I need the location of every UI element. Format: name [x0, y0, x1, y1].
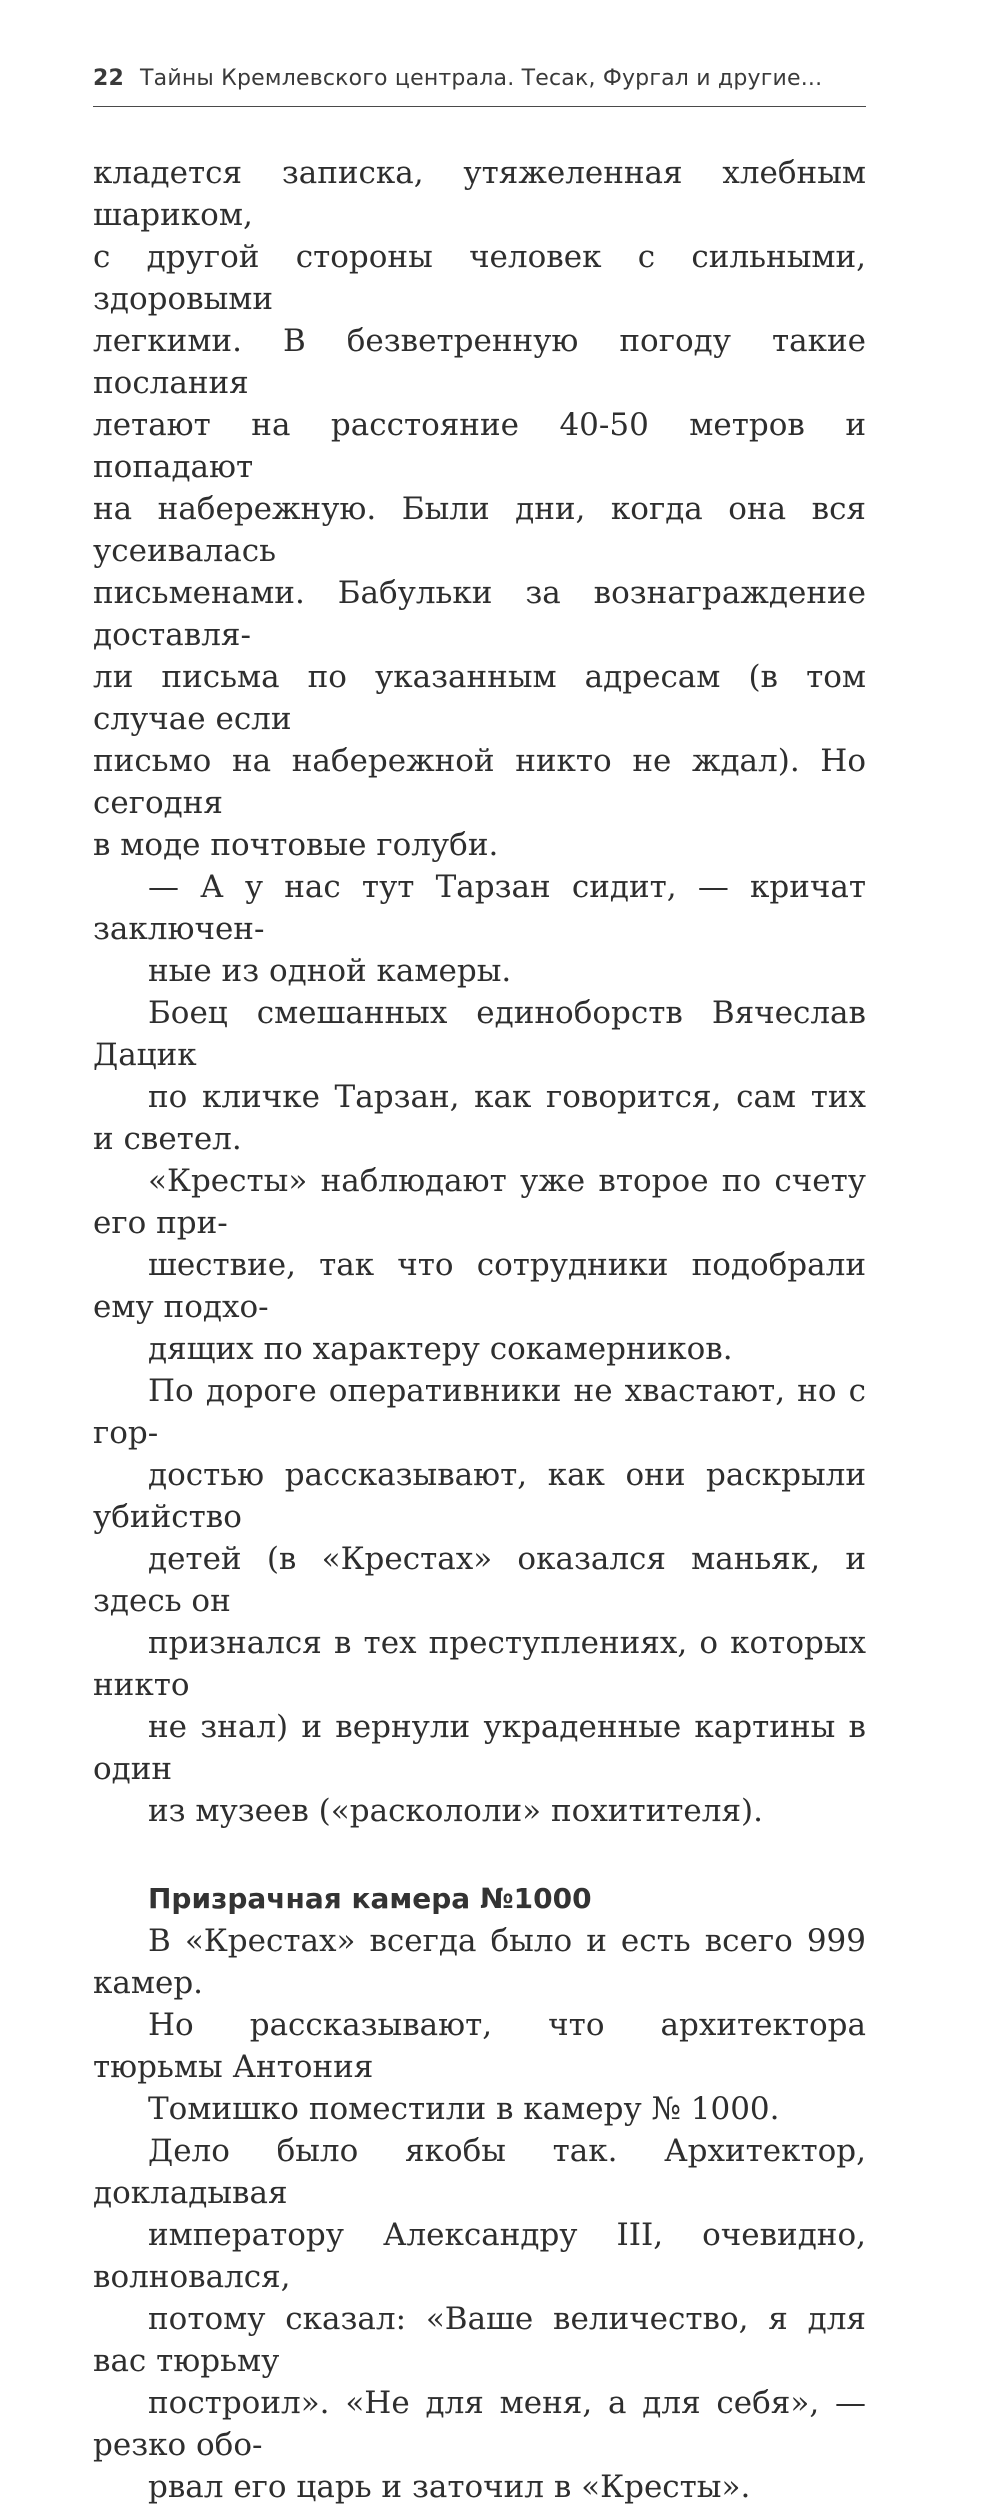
paragraph [93, 992, 866, 1370]
paragraph [93, 866, 866, 992]
text-line: на набережную. Были дни, когда она вся усеивалась [93, 491, 866, 569]
text-line: из музеев («раскололи» похитителя). [148, 1793, 763, 1829]
paragraph [93, 1370, 866, 1832]
section-heading: Призрачная камера №1000 [148, 1882, 592, 1915]
text-line: ные из одной камеры. [148, 953, 512, 989]
body-text [93, 152, 866, 2508]
text-line: ли письма по указанным адресам (в том случае если [93, 659, 866, 737]
text-line: в моде почтовые голуби. [93, 827, 499, 863]
main-paragraphs [93, 152, 866, 1832]
text-line: не знал) и вернули украденные картины в один [93, 1709, 866, 1787]
paragraph [93, 2130, 866, 2508]
text-line: с другой стороны человек с сильными, здоровыми [93, 239, 866, 317]
text-line: В «Крестах» всегда было и есть всего 999 камер. [93, 1923, 866, 2001]
section-gap [93, 1832, 866, 1878]
text-line: Но рассказывают, что архитектора тюрьмы Антония [93, 2007, 866, 2085]
section-paragraphs [93, 1920, 866, 2508]
text-line: Боец смешанных единоборств Вячеслав Дацик [93, 995, 866, 1073]
text-line: дящих по характеру сокамерников. [148, 1331, 733, 1367]
header-rule [93, 106, 866, 107]
text-line: шествие, так что сотрудники подобрали ему подхо- [93, 1247, 866, 1325]
paragraph [93, 152, 866, 866]
text-line: летают на расстояние 40-50 метров и попадают [93, 407, 866, 485]
paragraph [93, 1920, 866, 2130]
text-line: кладется записка, утяжеленная хлебным шариком, [93, 155, 866, 233]
text-line: по кличке Тарзан, как говорится, сам тих и светел. [93, 1079, 866, 1157]
text-line: легкими. В безветренную погоду такие послания [93, 323, 866, 401]
text-line: императору Александру III, очевидно, волновался, [93, 2217, 866, 2295]
text-line: детей (в «Крестах» оказался маньяк, и здесь он [93, 1541, 866, 1619]
text-line: достью рассказывают, как они раскрыли убийство [93, 1457, 866, 1535]
page-number: 22 [93, 66, 125, 91]
text-line: рвал его царь и заточил в «Кресты». [148, 2469, 751, 2505]
text-line: построил». «Не для меня, а для себя», — резко обо- [93, 2385, 866, 2463]
book-title: Тайны Кремлевского централа. Тесак, Фургал и другие... [140, 66, 823, 91]
text-line: потому сказал: «Ваше величество, я для вас тюрьму [93, 2301, 866, 2379]
text-line: Томишко поместили в камеру № 1000. [148, 2091, 780, 2127]
text-line: Дело было якобы так. Архитектор, докладывая [93, 2133, 866, 2211]
running-header [93, 66, 866, 91]
text-line: «Кресты» наблюдают уже второе по счету его при- [93, 1163, 866, 1241]
text-line: письмо на набережной никто не ждал). Но сегодня [93, 743, 866, 821]
text-line: По дороге оперативники не хвастают, но с гор- [93, 1373, 866, 1451]
text-line: признался в тех преступлениях, о которых никто [93, 1625, 866, 1703]
text-line: — А у нас тут Тарзан сидит, — кричат заключен- [93, 869, 866, 947]
text-line: письменами. Бабульки за вознаграждение доставля- [93, 575, 866, 653]
